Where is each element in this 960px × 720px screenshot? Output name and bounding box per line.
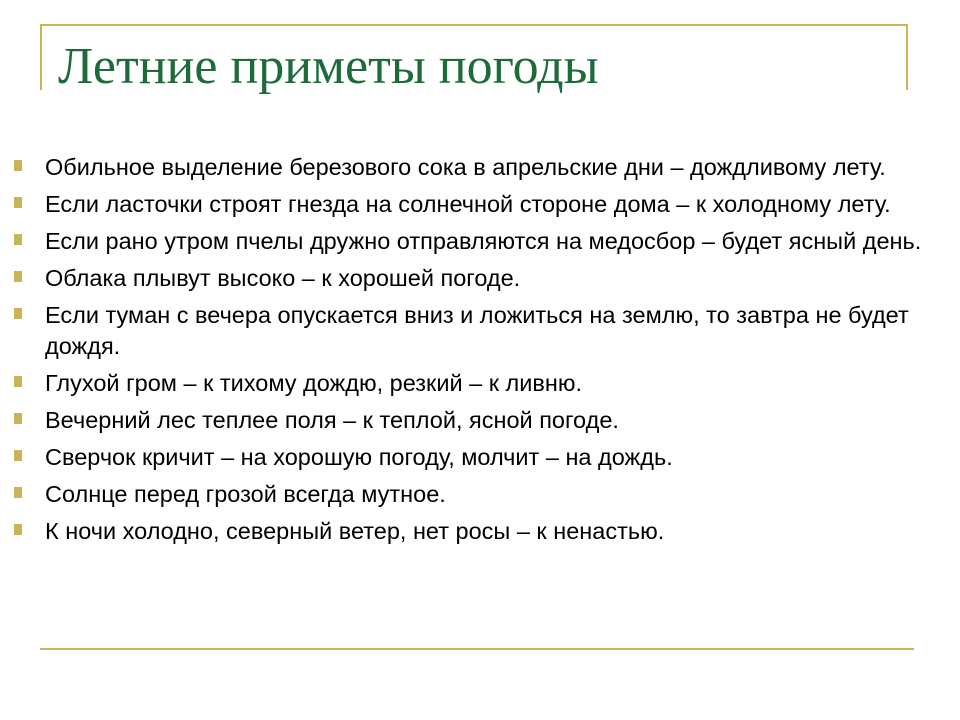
- list-item-text: Если туман с вечера опускается вниз и ложиться на землю, то завтра не будет дождя.: [45, 302, 909, 359]
- list-item-text: Облака плывут высоко – к хорошей погоде.: [45, 265, 521, 291]
- list-item: [14, 368, 944, 399]
- bullet-icon: [14, 450, 22, 461]
- bullet-icon: [14, 234, 22, 245]
- frame-right-line: [906, 24, 908, 90]
- list-item: [14, 442, 944, 473]
- list-item-text: Глухой гром – к тихому дождю, резкий – к ливню.: [45, 370, 582, 396]
- weather-signs-list: [14, 152, 944, 553]
- frame-bottom-line: [40, 648, 914, 650]
- list-item-text: Вечерний лес теплее поля – к теплой, ясной погоде.: [45, 407, 619, 433]
- list-item: [14, 405, 944, 436]
- list-item-text: Обильное выделение березового сока в апрельские дни – дождливому лету.: [45, 154, 886, 180]
- frame-left-line: [40, 24, 42, 90]
- list-item: [14, 479, 944, 510]
- frame-top-line: [40, 24, 908, 26]
- list-item: [14, 226, 944, 257]
- bullet-icon: [14, 524, 22, 535]
- list-item-text: К ночи холодно, северный ветер, нет росы – к ненастью.: [45, 518, 665, 544]
- slide-title: Летние приметы погоды: [58, 38, 599, 95]
- list-item: [14, 152, 944, 183]
- bullet-icon: [14, 487, 22, 498]
- bullet-icon: [14, 308, 22, 319]
- list-item-text: Сверчок кричит – на хорошую погоду, молчит – на дождь.: [45, 444, 673, 470]
- list-item: [14, 263, 944, 294]
- bullet-icon: [14, 197, 22, 208]
- bullet-icon: [14, 376, 22, 387]
- list-item: [14, 189, 944, 220]
- bullet-icon: [14, 160, 22, 171]
- bullet-icon: [14, 271, 22, 282]
- list-item-text: Солнце перед грозой всегда мутное.: [45, 481, 446, 507]
- list-item-text: Если ласточки строят гнезда на солнечной стороне дома – к холодному лету.: [45, 191, 891, 217]
- list-item-text: Если рано утром пчелы дружно отправляются на медосбор – будет ясный день.: [45, 228, 922, 254]
- bullet-icon: [14, 413, 22, 424]
- list-item: [14, 300, 944, 362]
- list-item: [14, 516, 944, 547]
